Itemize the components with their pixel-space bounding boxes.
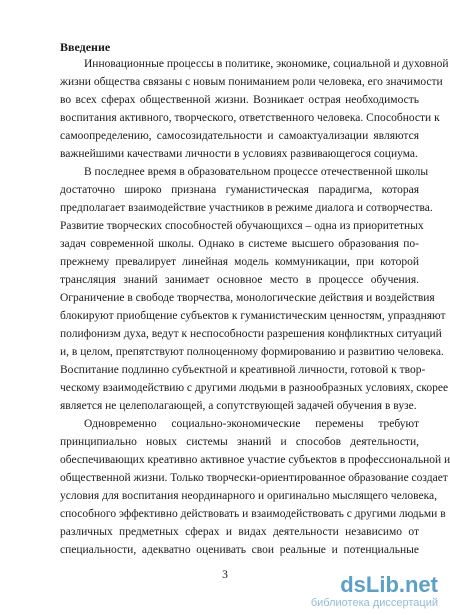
page-number: 3 (222, 569, 228, 581)
section-heading: Введение (60, 40, 111, 54)
text-line: жизни общества связаны с новым пониманием роли человека, его значимости (60, 76, 443, 88)
text-line: является не целеполагающей, а сопутствующей задачей обучения в вузе. (60, 400, 417, 412)
text-line: во всех сферах общественной жизни. Возникает острая необходимость (60, 94, 419, 106)
text-line: обеспечивающих креативно активное участие субъектов в профессиональной и (60, 454, 450, 466)
text-line: самоопределению, самосозидательности и самоактуализации являются (60, 130, 419, 142)
text-line: Инновационные процессы в политике, экономике, социальной и духовной (84, 58, 449, 70)
text-line: В последнее время в образовательном процессе отечественной школы (84, 166, 429, 178)
text-line: способного эффективно действовать и взаимодействовать с другими людьми в (60, 508, 446, 520)
text-line: трансляция знаний занимает основное место в процессе обучения. (60, 274, 419, 286)
text-line: общественной жизни. Только творчески-ориентированное образование создает (60, 472, 448, 484)
text-line: ческому взаимодействию с другими людьми в разнообразных условиях, скорее (60, 382, 449, 394)
text-line: достаточно широко признана гуманистическая парадигма, которая (60, 184, 419, 196)
text-line: специальности, адекватно оценивать свои реальные и потенциальные (60, 544, 419, 556)
text-line: предполагает взаимодействие участников в режиме диалога и сотворчества. (60, 202, 433, 214)
text-line: важнейшими качествами личности в условиях развивающегося социума. (60, 148, 418, 160)
watermark (311, 574, 438, 610)
text-line: и, в целом, препятствуют полноценному формированию и развитию человека. (60, 346, 444, 358)
text-line: принципиально новых системы знаний и способов деятельности, (60, 436, 419, 448)
text-line: прежнему превалирует линейная модель коммуникации, при которой (60, 256, 419, 268)
text-line: Воспитание подлинно субъектной и креативной личности, готовой к твор- (60, 364, 426, 376)
watermark-subtitle: библиотека диссертаций (310, 597, 438, 609)
text-line: задач современной школы. Однако в системе высшего образования по- (60, 238, 419, 250)
text-line: Развитие творческих способностей обучающихся – одна из приоритетных (60, 220, 424, 232)
text-line: Ограничение в свободе творчества, монологические действия и воздействия (60, 292, 435, 304)
text-line: блокируют приобщение субъектов к гуманистическим ценностям, упраздняют (60, 310, 446, 322)
text-line: условия для воспитания неординарного и оригинально мыслящего человека, (60, 490, 438, 502)
watermark-logo: dsLib.net (340, 572, 438, 597)
text-line: Одновременно социально-экономические перемены требуют (84, 418, 419, 430)
text-line: воспитания активного, творческого, ответственного человека. Способности к (60, 112, 440, 124)
text-line: различных предметных сферах и видах деятельности независимо от (60, 526, 419, 538)
text-line: полифонизм духа, ведут к неспособности разрешения конфликтных ситуаций (60, 328, 442, 340)
